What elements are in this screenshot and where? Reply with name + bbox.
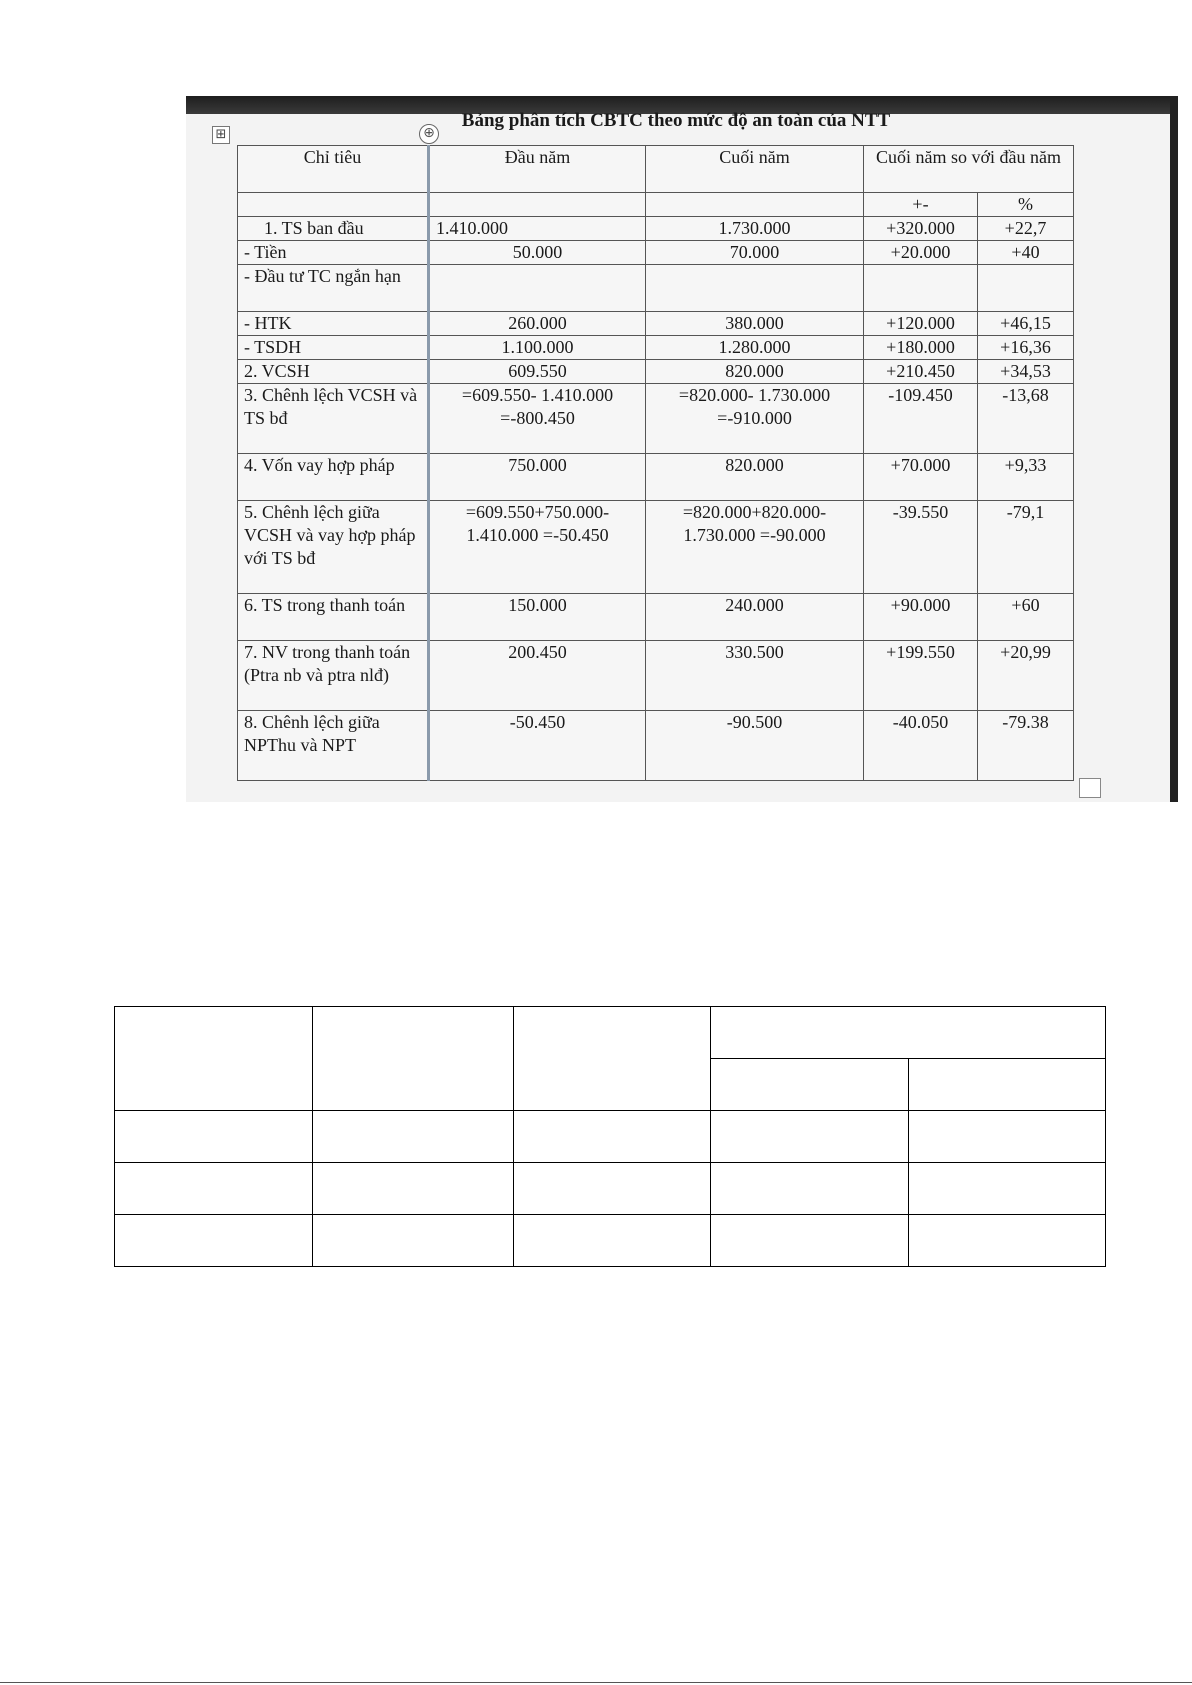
table-cell[interactable] bbox=[514, 1163, 711, 1215]
subheader-empty bbox=[238, 193, 429, 217]
table-header-row bbox=[238, 146, 1074, 193]
row-label: 8. Chênh lệch giữa NPThu và NPT bbox=[238, 711, 429, 781]
row-label: - Tiền bbox=[238, 241, 429, 265]
row-pct: +60 bbox=[978, 594, 1074, 641]
table-cell[interactable] bbox=[711, 1163, 909, 1215]
table-row bbox=[115, 1007, 1106, 1059]
table-title: Bảng phân tích CBTC theo mức độ an toàn của NTT bbox=[461, 110, 891, 131]
row-pct: +16,36 bbox=[978, 336, 1074, 360]
row-label: 7. NV trong thanh toán (Ptra nb và ptra nlđ) bbox=[238, 641, 429, 711]
row-diff: +120.000 bbox=[864, 312, 978, 336]
row-start: 609.550 bbox=[429, 360, 646, 384]
row-pct: +34,53 bbox=[978, 360, 1074, 384]
page-bottom-rule bbox=[0, 1682, 1192, 1683]
table-cell[interactable] bbox=[313, 1111, 514, 1163]
insert-column-icon[interactable]: ⊕ bbox=[419, 124, 439, 144]
table-cell[interactable] bbox=[711, 1215, 909, 1267]
table-row bbox=[238, 312, 1074, 336]
table-subheader-row bbox=[238, 193, 1074, 217]
subheader-diff: +- bbox=[864, 193, 978, 217]
row-end: 70.000 bbox=[646, 241, 864, 265]
row-start: =609.550+750.000- 1.410.000 =-50.450 bbox=[429, 501, 646, 594]
table-cell[interactable] bbox=[115, 1007, 313, 1111]
table-cell[interactable] bbox=[514, 1215, 711, 1267]
row-pct: +46,15 bbox=[978, 312, 1074, 336]
row-end: 1.730.000 bbox=[646, 217, 864, 241]
table-cell[interactable] bbox=[313, 1163, 514, 1215]
row-diff: +90.000 bbox=[864, 594, 978, 641]
subheader-pct: % bbox=[978, 193, 1074, 217]
row-label: 1. TS ban đầu bbox=[238, 217, 429, 241]
header-comparison: Cuối năm so với đầu năm bbox=[864, 146, 1074, 193]
table-row bbox=[115, 1163, 1106, 1215]
table-cell[interactable] bbox=[514, 1111, 711, 1163]
table-cell[interactable] bbox=[909, 1111, 1106, 1163]
table-cell[interactable] bbox=[313, 1007, 514, 1111]
row-end: =820.000+820.000- 1.730.000 =-90.000 bbox=[646, 501, 864, 594]
row-diff: +210.450 bbox=[864, 360, 978, 384]
row-diff: -39.550 bbox=[864, 501, 978, 594]
row-label: - TSDH bbox=[238, 336, 429, 360]
row-diff: -40.050 bbox=[864, 711, 978, 781]
row-end: 820.000 bbox=[646, 454, 864, 501]
row-start: 1.410.000 bbox=[429, 217, 646, 241]
row-pct: +9,33 bbox=[978, 454, 1074, 501]
table-cell[interactable] bbox=[313, 1215, 514, 1267]
header-chi-tieu: Chỉ tiêu bbox=[238, 146, 429, 193]
row-start: =609.550- 1.410.000 =-800.450 bbox=[429, 384, 646, 454]
row-end: =820.000- 1.730.000 =-910.000 bbox=[646, 384, 864, 454]
table-row bbox=[238, 336, 1074, 360]
table-row bbox=[238, 501, 1074, 594]
row-diff: +180.000 bbox=[864, 336, 978, 360]
table-cell[interactable] bbox=[909, 1215, 1106, 1267]
row-diff: +199.550 bbox=[864, 641, 978, 711]
table-cell[interactable] bbox=[711, 1059, 909, 1111]
row-start: 50.000 bbox=[429, 241, 646, 265]
row-label: 3. Chênh lệch VCSH và TS bđ bbox=[238, 384, 429, 454]
row-pct: -79.38 bbox=[978, 711, 1074, 781]
row-end bbox=[646, 265, 864, 312]
row-pct: +20,99 bbox=[978, 641, 1074, 711]
table-cell[interactable] bbox=[909, 1163, 1106, 1215]
window-right-edge bbox=[1170, 96, 1178, 802]
table-cell[interactable] bbox=[115, 1163, 313, 1215]
row-pct: -79,1 bbox=[978, 501, 1074, 594]
row-diff: +320.000 bbox=[864, 217, 978, 241]
row-pct: -13,68 bbox=[978, 384, 1074, 454]
row-end: 1.280.000 bbox=[646, 336, 864, 360]
row-pct bbox=[978, 265, 1074, 312]
row-pct: +22,7 bbox=[978, 217, 1074, 241]
table-cell[interactable] bbox=[115, 1111, 313, 1163]
row-end: 240.000 bbox=[646, 594, 864, 641]
row-start: 200.450 bbox=[429, 641, 646, 711]
table-row bbox=[238, 641, 1074, 711]
table-cell[interactable] bbox=[711, 1111, 909, 1163]
table-resize-handle[interactable] bbox=[1079, 778, 1101, 798]
table-row bbox=[115, 1215, 1106, 1267]
row-end: 380.000 bbox=[646, 312, 864, 336]
row-label: - Đầu tư TC ngắn hạn bbox=[238, 265, 429, 312]
row-start: 260.000 bbox=[429, 312, 646, 336]
row-diff bbox=[864, 265, 978, 312]
row-start: 750.000 bbox=[429, 454, 646, 501]
row-label: 4. Vốn vay hợp pháp bbox=[238, 454, 429, 501]
table-cell[interactable] bbox=[514, 1007, 711, 1111]
table-cell[interactable] bbox=[115, 1215, 313, 1267]
row-end: 820.000 bbox=[646, 360, 864, 384]
row-start: 150.000 bbox=[429, 594, 646, 641]
table-row bbox=[238, 241, 1074, 265]
header-dau-nam: Đầu năm bbox=[429, 146, 646, 193]
subheader-empty bbox=[646, 193, 864, 217]
row-label: - HTK bbox=[238, 312, 429, 336]
table-row bbox=[238, 360, 1074, 384]
table-row bbox=[238, 384, 1074, 454]
table-row bbox=[238, 217, 1074, 241]
table-cell[interactable] bbox=[909, 1059, 1106, 1111]
row-start: 1.100.000 bbox=[429, 336, 646, 360]
table-cell[interactable] bbox=[711, 1007, 1106, 1059]
row-label: 5. Chênh lệch giữa VCSH và vay hợp pháp với TS bđ bbox=[238, 501, 429, 594]
row-start bbox=[429, 265, 646, 312]
row-start: -50.450 bbox=[429, 711, 646, 781]
analysis-table bbox=[237, 145, 1074, 781]
row-pct: +40 bbox=[978, 241, 1074, 265]
table-row bbox=[115, 1111, 1106, 1163]
header-cuoi-nam: Cuối năm bbox=[646, 146, 864, 193]
table-row bbox=[238, 265, 1074, 312]
table-move-icon[interactable]: ⊞ bbox=[212, 126, 230, 144]
table-screenshot bbox=[186, 96, 1178, 802]
row-end: 330.500 bbox=[646, 641, 864, 711]
table-row bbox=[238, 594, 1074, 641]
row-label: 2. VCSH bbox=[238, 360, 429, 384]
row-diff: +20.000 bbox=[864, 241, 978, 265]
row-end: -90.500 bbox=[646, 711, 864, 781]
empty-table bbox=[114, 1006, 1106, 1267]
table-row bbox=[238, 711, 1074, 781]
row-diff: +70.000 bbox=[864, 454, 978, 501]
subheader-empty bbox=[429, 193, 646, 217]
row-diff: -109.450 bbox=[864, 384, 978, 454]
table-row bbox=[238, 454, 1074, 501]
row-label: 6. TS trong thanh toán bbox=[238, 594, 429, 641]
